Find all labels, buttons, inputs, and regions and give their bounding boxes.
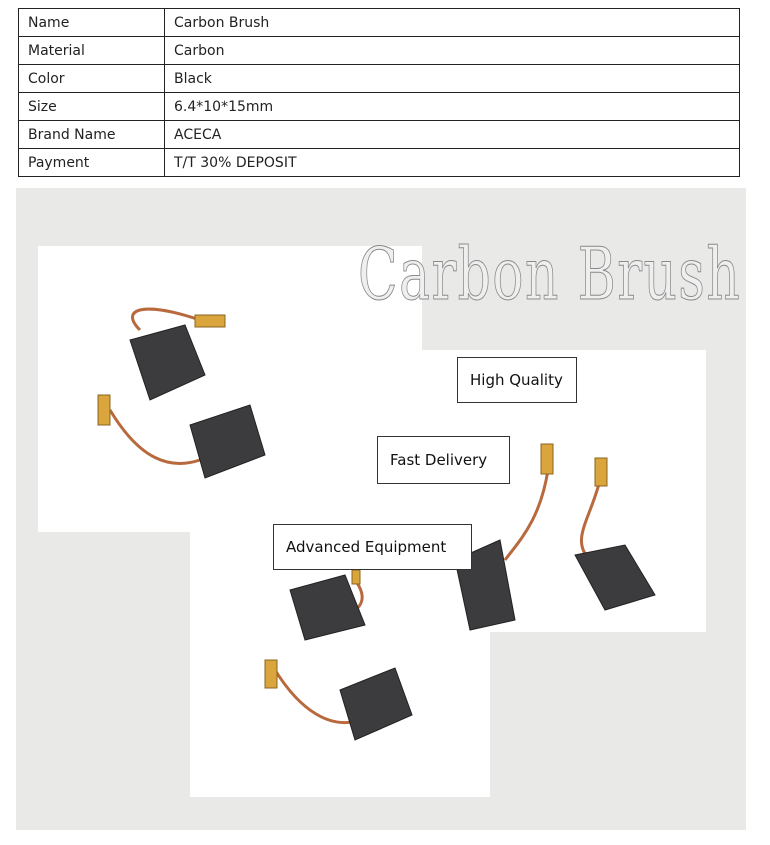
tag-fast-delivery: Fast Delivery bbox=[377, 436, 510, 484]
spec-value: 6.4*10*15mm bbox=[165, 93, 740, 121]
spec-value: Black bbox=[165, 65, 740, 93]
spec-value: Carbon bbox=[165, 37, 740, 65]
spec-label: Color bbox=[19, 65, 165, 93]
spec-label: Brand Name bbox=[19, 121, 165, 149]
spec-value: ACECA bbox=[165, 121, 740, 149]
spec-label: Material bbox=[19, 37, 165, 65]
tag-high-quality: High Quality bbox=[457, 357, 577, 403]
spec-value: Carbon Brush bbox=[165, 9, 740, 37]
spec-label: Payment bbox=[19, 149, 165, 177]
spec-label: Name bbox=[19, 9, 165, 37]
spec-value: T/T 30% DEPOSIT bbox=[165, 149, 740, 177]
spec-label: Size bbox=[19, 93, 165, 121]
tag-advanced-equipment: Advanced Equipment bbox=[273, 524, 472, 570]
banner-title: Carbon Brush bbox=[358, 232, 742, 316]
